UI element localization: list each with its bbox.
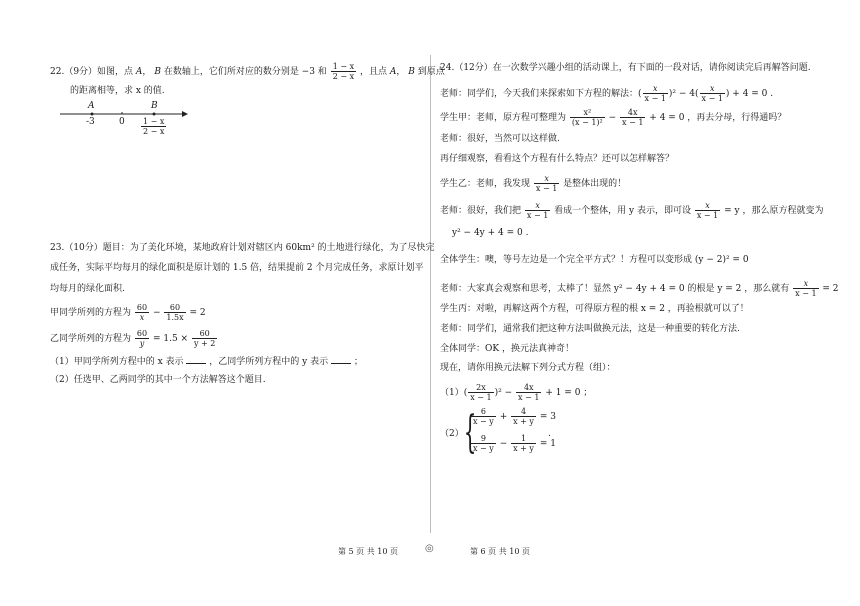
frac-numerator: x [700,84,725,94]
frac-numerator: 60 [136,329,148,338]
frac-numerator: 60 [136,303,148,312]
t5-text2: = 2 [822,284,839,294]
frac-denominator: x − 1 [701,94,723,103]
frac-denominator: x − 1 [518,393,540,402]
t5-frac [793,279,818,298]
p1-text2: )² − [494,388,513,398]
t4-frac1 [525,201,550,220]
p2-row2 [470,434,556,453]
frac-denominator: y + 2 [193,339,216,348]
jia-frac2 [164,303,185,322]
q22-text: 22.（9分）如图，点 [50,67,134,77]
frac-numerator: 9 [471,434,496,444]
q23-line2: 成任务，实际平均每月的绿化面积是原计划的 1.5 倍，结果提前 2 个月完成任务，求原计划平 [50,263,424,273]
frac-numerator: 4x [516,383,541,393]
t1-text2: )² − 4( [668,89,699,99]
footer-page-right: 第 6 页 共 10 页 [470,547,530,556]
p2-row1 [470,407,556,426]
s1-text: 学生甲：老师，原方程可整理为 [440,113,567,123]
p2-r2-eq: = 1 [539,439,556,449]
number-line-tick-b [141,117,166,136]
q23-sub1 [50,354,363,368]
q24-teacher2: 老师：很好，当然可以这样做. [440,134,560,144]
frac-numerator: x [643,84,668,94]
q24-teacher3: 再仔细观察，看看这个方程有什么特点？还可以怎样解答？ [440,154,675,164]
frac-numerator: 1 − x [143,117,165,126]
q22-line2: 的距离相等，求 x 的值. [70,86,165,96]
q22-point-b: B [154,67,161,77]
number-line-label-a: A [88,101,95,111]
frac-denominator: x − y [473,444,494,453]
t4-text: 老师：很好，我们把 [440,206,522,216]
frac-denominator: x − 1 [470,393,492,402]
q23-yi-equation [50,329,218,348]
p2-r1-frac1 [471,407,496,426]
frac-numerator: x [525,201,550,211]
frac-denominator: 1.5x [166,313,184,322]
t1-frac1 [643,84,668,103]
s1-frac2 [620,108,645,127]
jia-frac1 [135,303,149,322]
q24-instruction: 现在，请你用换元法解下列分式方程（组）： [440,363,616,373]
q24-problem2 [440,407,640,461]
s1-frac1 [570,108,605,127]
p2-r1-eq: = 3 [539,412,556,422]
q24-teacher5 [440,279,839,298]
t1-text3: ) + 4 = 0 . [725,89,774,99]
column-divider [430,55,431,533]
q22-text4: 到原点 [417,67,445,77]
answer-blank-1[interactable] [186,354,206,364]
p2-r1-frac2 [511,407,536,426]
sub1-text3: ； [353,357,363,367]
frac-denominator: x − 1 [535,184,558,193]
frac-numerator: 2x [468,383,493,393]
frac-denominator: x [139,313,145,322]
frac-numerator: 1 − x [332,62,355,71]
q24-student-yi [440,174,626,193]
q23-sub2: （2）任选甲、乙两同学的其中一个方法解答这个题目. [50,375,266,385]
q24-all-students1: 全体学生：噢，等号左边是一个完全平方式？！方程可以变形成 (y − 2)² = 0 [440,255,749,265]
t1-text: 老师：同学们，今天我们来探索如下方程的解法：( [440,89,642,99]
q24-line1: 24.（12分）在一次数学兴趣小组的活动课上，有下面的一段对话，请你阅读完后再解答问题. [440,63,811,73]
q24-student-jia [440,108,786,127]
answer-blank-2[interactable] [331,354,351,364]
p2-label: （2） [440,429,464,439]
p1-frac1 [468,383,493,402]
frac-numerator: x [534,174,559,184]
footer-center-symbol: ◎ [425,543,434,554]
frac-denominator: y [139,339,145,348]
q22-point-a2: A [389,67,397,77]
frac-numerator: 4 [511,407,536,417]
number-line-figure [60,100,240,150]
s2-frac [534,174,559,193]
frac-denominator: (x − 1)² [571,118,603,127]
frac-denominator: x − y [473,417,494,426]
s2-text2: 是整体出现的！ [563,179,627,189]
p1-text: （1）( [440,388,468,398]
q24-all-students2: 全体同学：OK ，换元法真神奇！ [440,344,574,354]
frac-numerator: x [793,279,818,289]
t1-frac2 [700,84,725,103]
t4-text2: 看成一个整体，用 y 表示，即可设 [554,206,691,216]
frac-numerator: x [695,201,720,211]
jia-label: 甲同学所列的方程为 [50,308,132,318]
p2-r2-op: − [499,439,508,449]
q24-teacher6: 老师：同学们，通常我们把这种方法叫做换元法，这是一种重要的转化方法. [440,324,740,334]
t5-text: 老师：大家真会观察和思考，太棒了！显然 y² − 4y + 4 = 0 的根是 y = 2 ，那么就有 [440,284,790,294]
q22-text3: ，且点 [359,67,387,77]
right-page [440,0,839,606]
p2-brace: { [463,407,477,458]
frac-numerator: x² [570,108,605,118]
yi-label: 乙同学所列的方程为 [50,334,132,344]
jia-minus: − [152,308,161,318]
jia-eq: = 2 [189,308,206,318]
number-line-tick-origin: 0 [119,117,125,127]
q23-jia-equation [50,303,206,322]
s1-text2: + 4 = 0 ，再去分母，行得通吗？ [649,113,787,123]
q23-line1: 23.（10分）题目：为了美化环境，某地政府计划对辖区内 60km² 的土地进行绿化，为了尽快完 [50,243,435,253]
t4-frac2 [695,201,720,220]
left-page [50,0,445,606]
q24-equation-y: y² − 4y + 4 = 0 . [452,228,529,238]
yi-mid: = 1.5 × [152,334,189,344]
s2-text: 学生乙：老师，我发现 [440,179,531,189]
q24-teacher1 [440,84,773,103]
p2-r2-frac2 [511,434,536,453]
p2-r1-op: + [499,412,508,422]
frac-numerator: 4x [620,108,645,118]
number-line-tick-a: -3 [86,117,95,127]
sub1-text: （1）甲同学所列方程中的 x 表示 [50,357,184,367]
frac-numerator: 6 [471,407,496,417]
q23-line3: 均每月的绿化面积. [50,284,125,294]
frac-denominator: x − 1 [526,211,549,220]
q24-problem1 [440,383,592,402]
frac-numerator: 60 [164,303,185,313]
q22-point-b2: B [408,67,415,77]
frac-numerator: 1 [511,434,536,444]
q24-teacher4 [440,201,823,220]
yi-frac2 [192,329,217,348]
footer-page-left: 第 5 页 共 10 页 [338,547,398,556]
p2-r2-frac1 [471,434,496,453]
frac-denominator: x + y [513,417,534,426]
q22-text2: 在数轴上，它们所对应的数分别是 −3 和 [163,67,327,77]
frac-numerator: 60 [192,329,217,339]
frac-denominator: x − 1 [696,211,719,220]
yi-frac1 [135,329,149,348]
q22-comma2: ， [396,67,406,77]
frac-denominator: x − 1 [622,118,644,127]
frac-denominator: x + y [513,444,534,453]
p2-end: . [548,429,551,439]
frac-denominator: x − 1 [644,94,666,103]
frac-denominator: 2 − x [143,127,165,136]
p1-text3: + 1 = 0 ； [545,388,593,398]
q24-student-bing: 学生丙：对啦，再解这两个方程，可得原方程的根 x = 2 ，再验根就可以了！ [440,304,749,314]
q22-fraction [331,62,356,81]
q22-comma: ， [142,67,152,77]
s1-minus: − [608,113,617,123]
q22-point-a: A [135,67,143,77]
frac-denominator: 2 − x [332,72,355,81]
p1-frac2 [516,383,541,402]
number-line-label-b: B [151,101,158,111]
q22-line1 [50,62,445,81]
t4-text3: = y ，那么原方程就变为 [724,206,824,216]
sub1-text2: ，乙同学所列方程中的 y 表示 [209,357,329,367]
frac-denominator: x − 1 [795,289,817,298]
